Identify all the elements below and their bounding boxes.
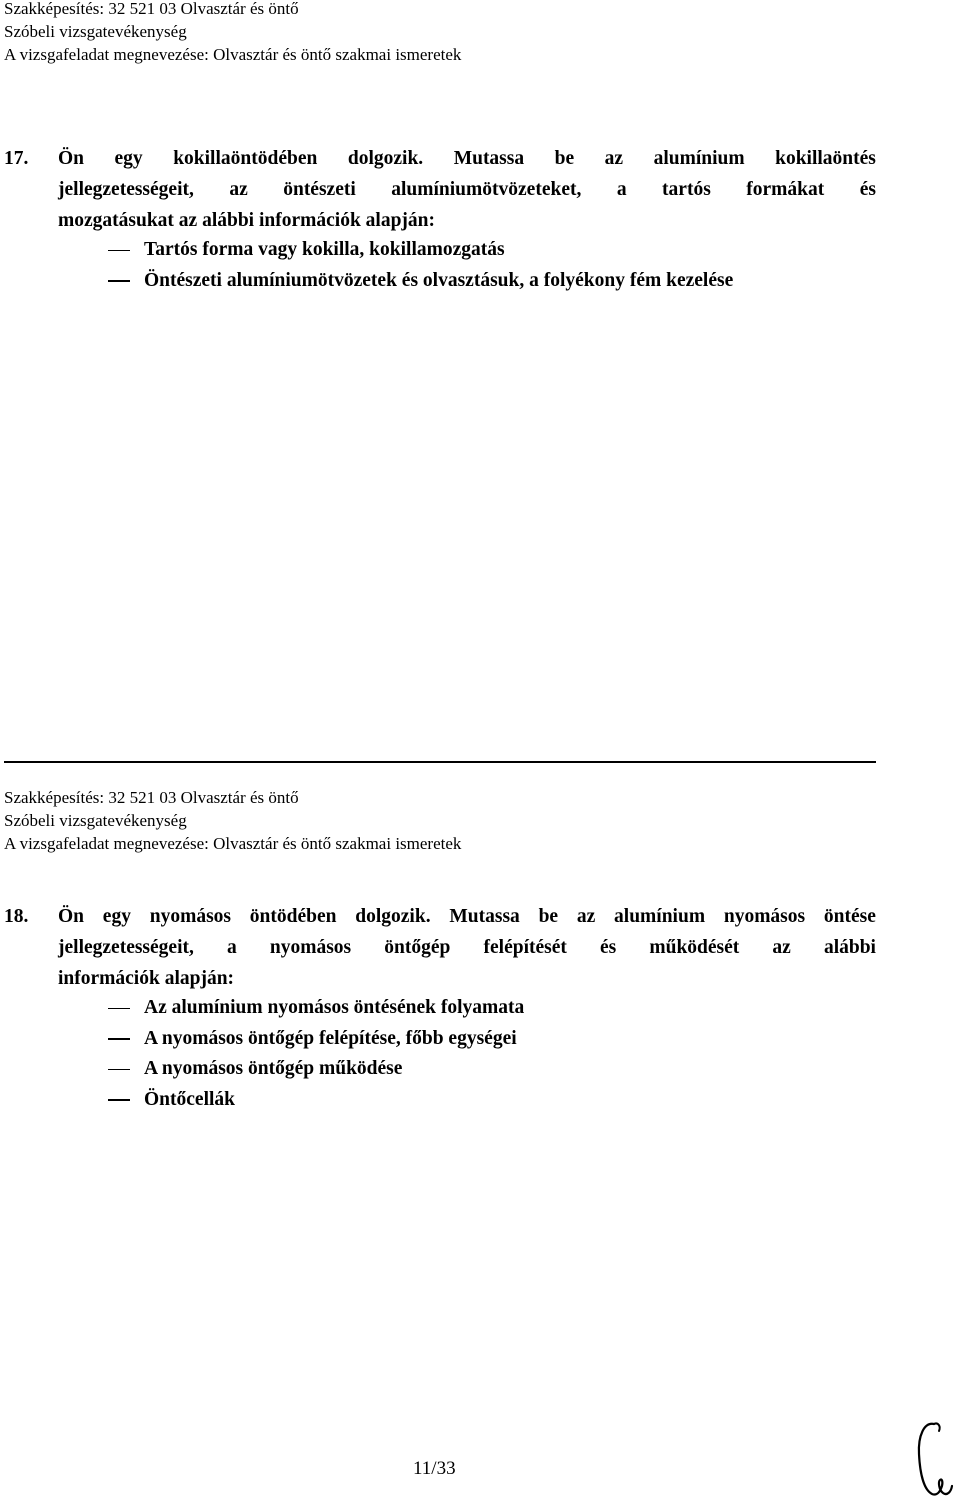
word: egy <box>102 906 131 927</box>
dash-bullet <box>108 1069 130 1071</box>
word: alumíniumötvözeteket, <box>391 179 582 200</box>
word: Ön <box>58 148 85 169</box>
question-17-line-3 <box>4 205 876 236</box>
word: dolgozik. <box>347 148 424 169</box>
page-number: 11/33 <box>413 1458 456 1479</box>
word: nyomásos <box>269 937 352 958</box>
word: és <box>859 179 876 200</box>
list-item-text: A nyomásos öntőgép felépítése, főbb egységei <box>144 1027 517 1049</box>
dash-bullet <box>108 1008 130 1010</box>
word: öntészeti <box>283 179 356 200</box>
list-item <box>108 993 524 1024</box>
word: alábbi <box>823 937 876 958</box>
question-17-line-2 <box>4 174 876 205</box>
word: az <box>229 179 248 200</box>
word: a <box>227 937 237 958</box>
list-item <box>108 1054 524 1085</box>
word: formákat <box>746 179 825 200</box>
header-qualification: Szakképesítés: 32 521 03 Olvasztár és öntő <box>4 0 299 18</box>
list-item <box>108 1024 524 1055</box>
word: Mutassa <box>449 906 520 927</box>
question-17-line-1 <box>4 143 876 174</box>
question-17-bullets <box>108 235 733 296</box>
question-17-number: 17. <box>4 148 29 169</box>
dash-bullet <box>108 250 130 252</box>
word: tartós <box>662 179 711 200</box>
word: működését <box>649 937 740 958</box>
question-18-line-3 <box>4 963 876 994</box>
word: kokillaöntés <box>775 148 876 169</box>
word: be <box>538 906 559 927</box>
word: egy <box>114 148 143 169</box>
list-item <box>108 235 733 266</box>
word: nyomásos <box>149 906 232 927</box>
question-18-bullets <box>108 993 524 1115</box>
list-item-text: Az alumínium nyomásos öntésének folyamata <box>144 997 525 1018</box>
handwritten-signature <box>912 1418 956 1500</box>
header-task-name: A vizsgafeladat megnevezése: Olvasztár és öntő szakmai ismeretek <box>4 834 462 853</box>
question-18-line-3-text: információk alapján: <box>58 968 235 989</box>
list-item-text: Tartós forma vagy kokilla, kokillamozgatás <box>144 239 505 260</box>
list-item <box>108 266 733 297</box>
dash-bullet <box>108 1038 130 1040</box>
header-exam-type: Szóbeli vizsgatevékenység <box>4 22 187 41</box>
section-divider <box>4 761 876 763</box>
word: öntése <box>823 906 876 927</box>
list-item-text: Öntészeti alumíniumötvözetek és olvasztásuk, a folyékony fém kezelése <box>144 269 734 291</box>
dash-bullet <box>108 1099 130 1101</box>
word: alumínium <box>653 148 745 169</box>
header-qualification: Szakképesítés: 32 521 03 Olvasztár és öntő <box>4 788 299 807</box>
word: és <box>600 937 617 958</box>
question-18-line-1 <box>4 901 876 932</box>
word: kokillaöntödében <box>173 148 318 169</box>
dash-bullet <box>108 280 130 282</box>
word: öntödében <box>249 906 337 927</box>
list-item-text: Öntőcellák <box>144 1088 235 1110</box>
word: jellegzetességeit, <box>58 937 194 958</box>
word: jellegzetességeit, <box>58 179 194 200</box>
header-task-name: A vizsgafeladat megnevezése: Olvasztár és öntő szakmai ismeretek <box>4 45 462 64</box>
question-17 <box>4 143 876 236</box>
word: alumínium <box>614 906 706 927</box>
question-18 <box>4 901 876 994</box>
page-header-top <box>4 0 461 66</box>
word: be <box>554 148 575 169</box>
question-18-line-2 <box>4 932 876 963</box>
list-item <box>108 1085 524 1116</box>
list-item-text: A nyomásos öntőgép működése <box>144 1058 403 1079</box>
word: dolgozik. <box>355 906 431 927</box>
question-17-line-3-text: mozgatásukat az alábbi információk alapján: <box>58 210 436 231</box>
word: Ön <box>58 906 85 927</box>
word: felépítését <box>483 937 567 958</box>
word: az <box>772 937 791 958</box>
word: az <box>604 148 624 169</box>
word: öntőgép <box>384 937 451 958</box>
word: Mutassa <box>453 148 525 169</box>
question-18-number: 18. <box>4 906 29 927</box>
word: az <box>576 906 596 927</box>
header-exam-type: Szóbeli vizsgatevékenység <box>4 811 187 830</box>
word: nyomásos <box>723 906 806 927</box>
word: a <box>616 179 627 200</box>
page-header-mid <box>4 786 461 855</box>
